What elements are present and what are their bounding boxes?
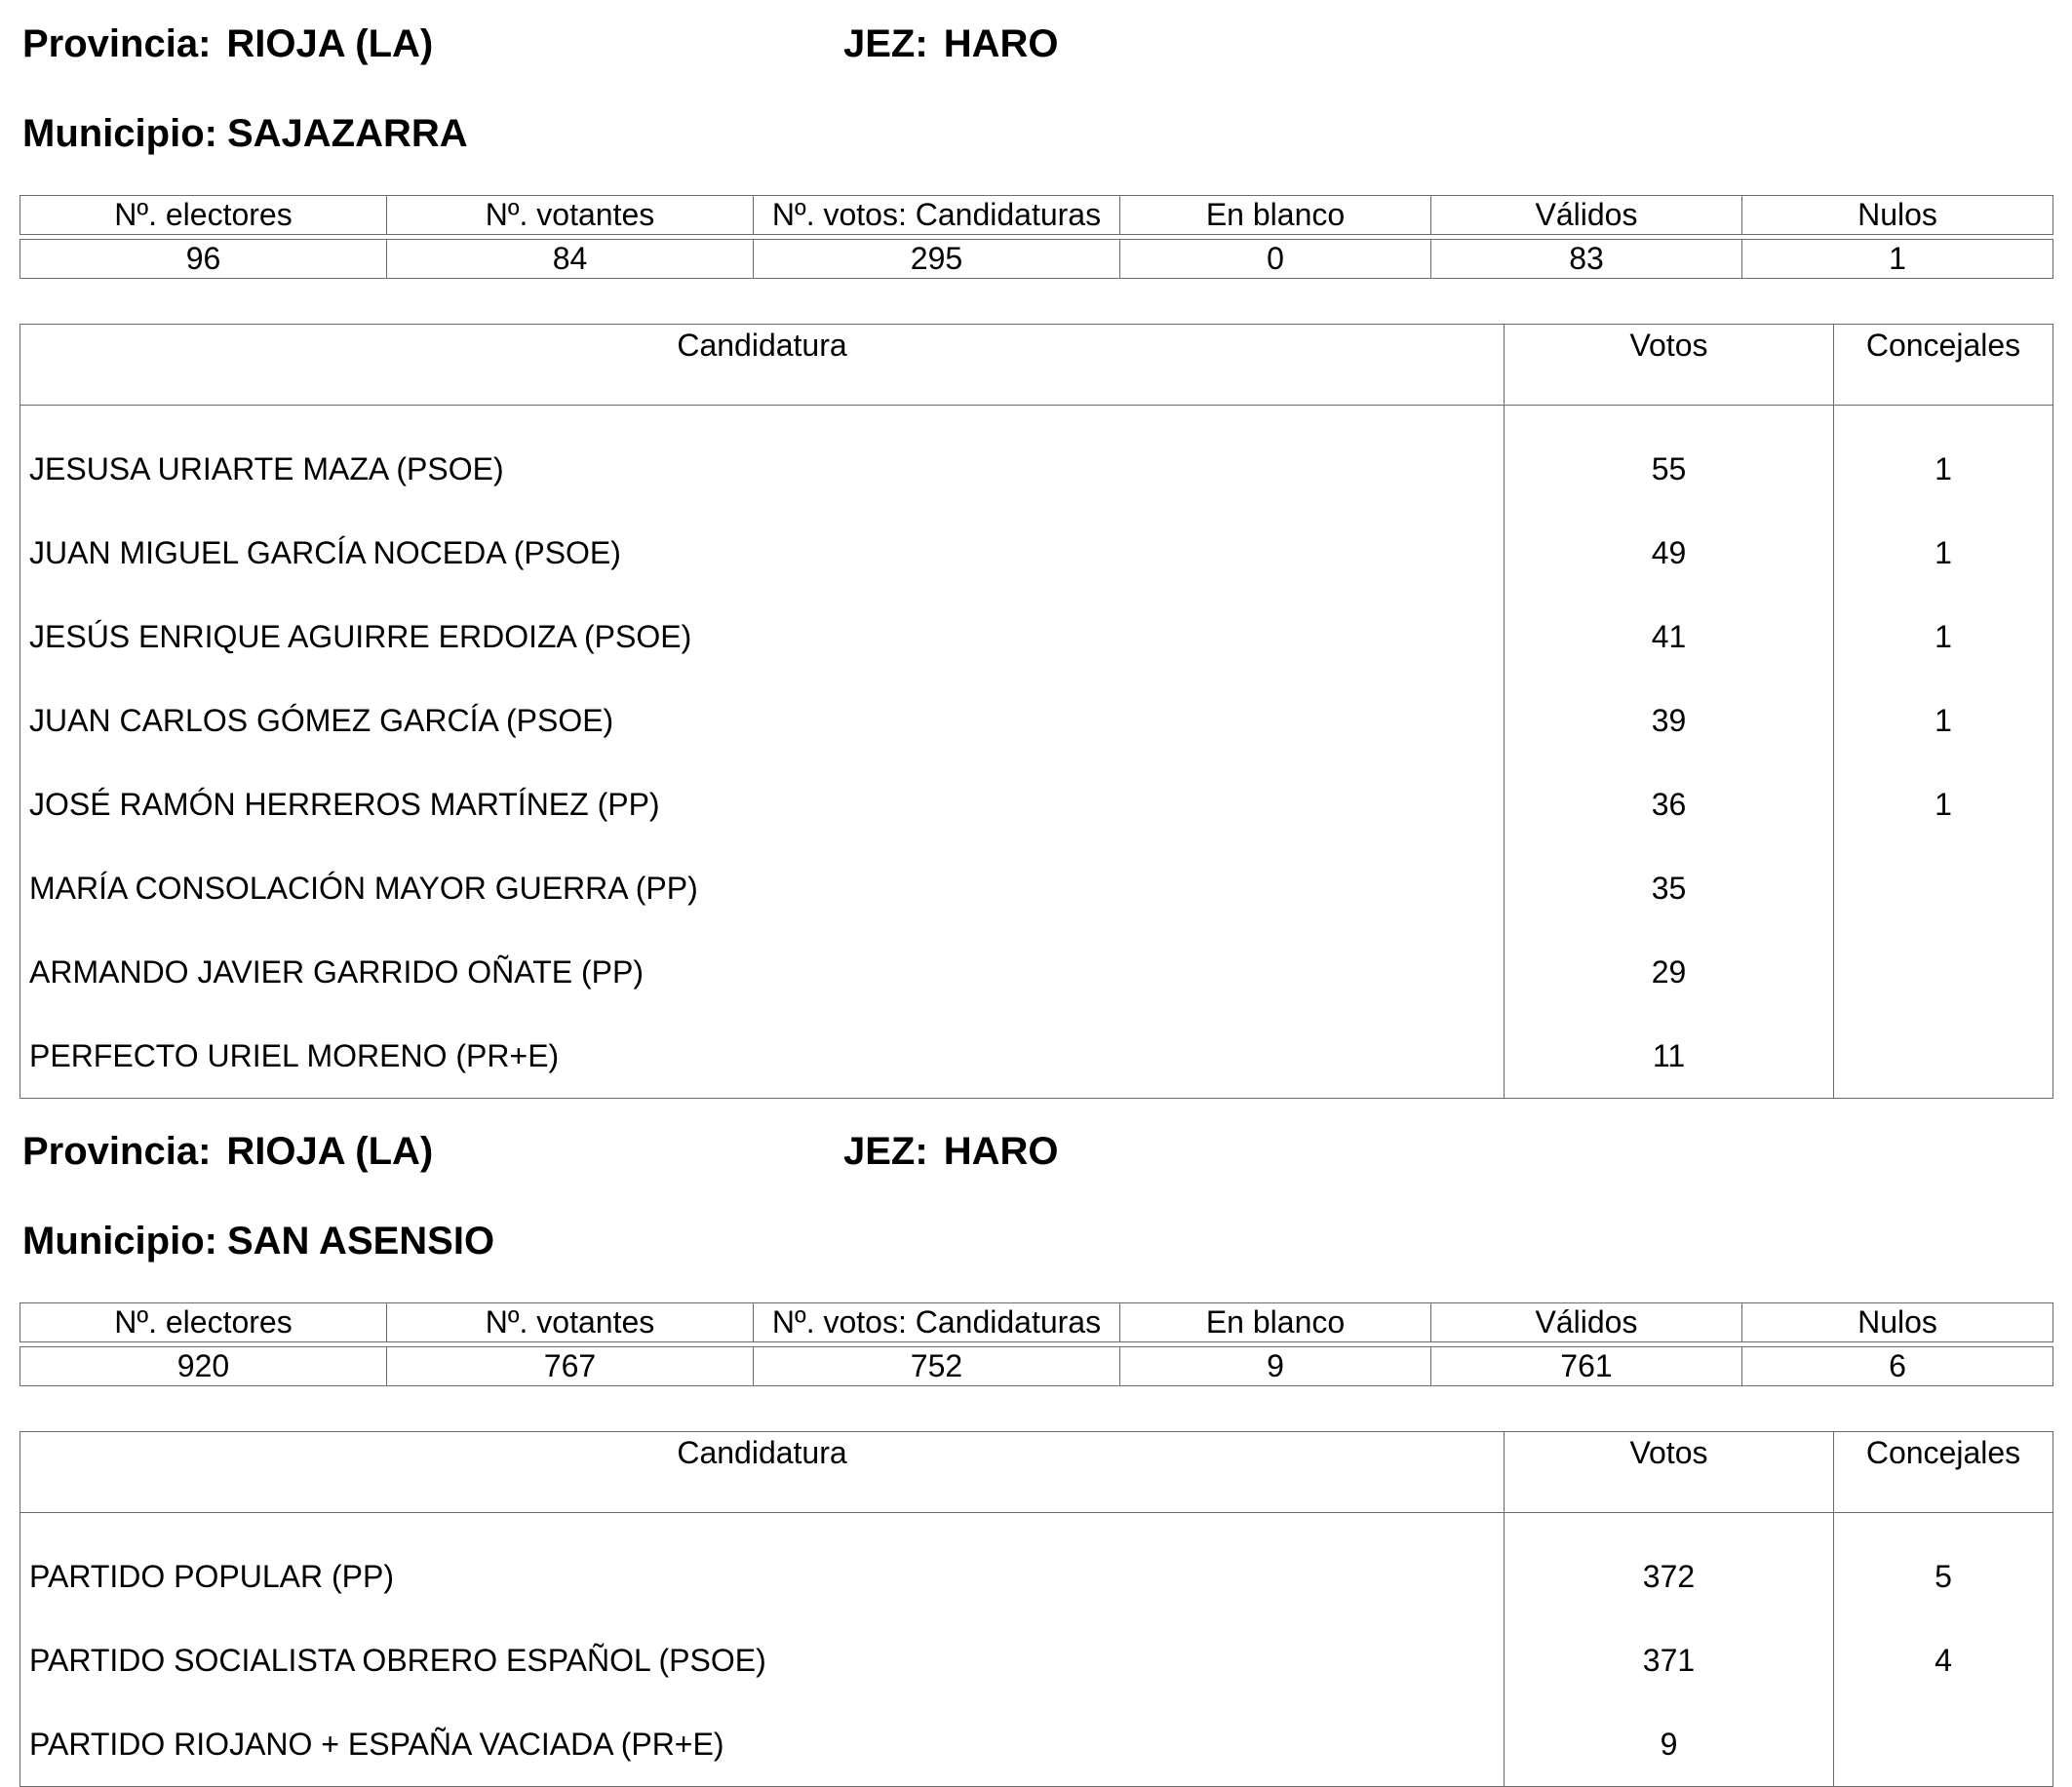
candidate-concejales bbox=[1834, 846, 2053, 930]
municipio-value: SAN ASENSIO bbox=[226, 1220, 495, 1263]
en-blanco-value: 0 bbox=[1120, 240, 1431, 279]
candidate-votos: 55 bbox=[1505, 406, 1834, 512]
candidate-name: JESÚS ENRIQUE AGUIRRE ERDOIZA (PSOE) bbox=[20, 595, 1505, 679]
summary-value-row bbox=[20, 1347, 2053, 1386]
table-row bbox=[20, 1702, 2053, 1787]
votos-header: Votos bbox=[1505, 325, 1834, 406]
municipio-value: SAJAZARRA bbox=[226, 112, 468, 155]
candidate-concejales bbox=[1834, 1702, 2053, 1787]
votos-candidaturas-header: Nº. votos: Candidaturas bbox=[754, 196, 1120, 235]
jez-label: JEZ: bbox=[843, 1130, 928, 1173]
candidate-concejales: 1 bbox=[1834, 595, 2053, 679]
votos-candidaturas-value: 295 bbox=[754, 240, 1120, 279]
summary-value-row bbox=[20, 240, 2053, 279]
jez-value: HARO bbox=[943, 1130, 1059, 1173]
table-row bbox=[20, 1618, 2053, 1702]
candidates-table bbox=[20, 1431, 2053, 1787]
electores-value: 920 bbox=[20, 1347, 387, 1386]
votos-header: Votos bbox=[1505, 1432, 1834, 1513]
provincia-label: Provincia: bbox=[22, 22, 212, 65]
nulos-header: Nulos bbox=[1742, 196, 2053, 235]
candidate-name: JUAN MIGUEL GARCÍA NOCEDA (PSOE) bbox=[20, 511, 1505, 595]
candidate-concejales bbox=[1834, 930, 2053, 1014]
validos-value: 83 bbox=[1431, 240, 1742, 279]
provincia-value: RIOJA (LA) bbox=[226, 22, 434, 65]
candidate-concejales: 4 bbox=[1834, 1618, 2053, 1702]
votantes-header: Nº. votantes bbox=[387, 196, 754, 235]
candidate-votos: 36 bbox=[1505, 762, 1834, 846]
candidate-votos: 35 bbox=[1505, 846, 1834, 930]
candidates-table bbox=[20, 324, 2053, 1099]
candidate-name: ARMANDO JAVIER GARRIDO OÑATE (PP) bbox=[20, 930, 1505, 1014]
nulos-header: Nulos bbox=[1742, 1303, 2053, 1342]
municipio-label: Municipio: bbox=[22, 1220, 217, 1263]
candidate-votos: 29 bbox=[1505, 930, 1834, 1014]
candidate-votos: 39 bbox=[1505, 679, 1834, 762]
summary-table bbox=[20, 1302, 2053, 1386]
votantes-value: 767 bbox=[387, 1347, 754, 1386]
nulos-value: 6 bbox=[1742, 1347, 2053, 1386]
candidates-header-row bbox=[20, 325, 2053, 406]
municipio-heading bbox=[22, 1217, 494, 1265]
candidate-concejales: 1 bbox=[1834, 679, 2053, 762]
votantes-header: Nº. votantes bbox=[387, 1303, 754, 1342]
candidate-name: JESUSA URIARTE MAZA (PSOE) bbox=[20, 406, 1505, 512]
candidate-concejales: 1 bbox=[1834, 511, 2053, 595]
concejales-header: Concejales bbox=[1834, 325, 2053, 406]
electores-header: Nº. electores bbox=[20, 196, 387, 235]
candidate-name: MARÍA CONSOLACIÓN MAYOR GUERRA (PP) bbox=[20, 846, 1505, 930]
validos-header: Válidos bbox=[1431, 1303, 1742, 1342]
candidate-name: PERFECTO URIEL MORENO (PR+E) bbox=[20, 1014, 1505, 1099]
jez-heading bbox=[843, 1127, 1058, 1176]
candidatura-header: Candidatura bbox=[20, 325, 1505, 406]
votos-candidaturas-header: Nº. votos: Candidaturas bbox=[754, 1303, 1120, 1342]
electores-header: Nº. electores bbox=[20, 1303, 387, 1342]
jez-value: HARO bbox=[943, 22, 1059, 65]
validos-value: 761 bbox=[1431, 1347, 1742, 1386]
en-blanco-header: En blanco bbox=[1120, 196, 1431, 235]
candidate-name: JUAN CARLOS GÓMEZ GARCÍA (PSOE) bbox=[20, 679, 1505, 762]
provincia-heading bbox=[22, 19, 433, 68]
en-blanco-value: 9 bbox=[1120, 1347, 1431, 1386]
candidate-concejales bbox=[1834, 1014, 2053, 1099]
candidate-concejales: 5 bbox=[1834, 1513, 2053, 1619]
candidate-votos: 41 bbox=[1505, 595, 1834, 679]
candidate-concejales: 1 bbox=[1834, 406, 2053, 512]
provincia-value: RIOJA (LA) bbox=[226, 1130, 434, 1173]
votantes-value: 84 bbox=[387, 240, 754, 279]
nulos-value: 1 bbox=[1742, 240, 2053, 279]
jez-heading bbox=[843, 19, 1058, 68]
candidate-name: JOSÉ RAMÓN HERREROS MARTÍNEZ (PP) bbox=[20, 762, 1505, 846]
summary-header-row bbox=[20, 196, 2053, 235]
summary-header-row bbox=[20, 1303, 2053, 1342]
table-row bbox=[20, 762, 2053, 846]
table-row bbox=[20, 595, 2053, 679]
table-row bbox=[20, 511, 2053, 595]
candidate-name: PARTIDO RIOJANO + ESPAÑA VACIADA (PR+E) bbox=[20, 1702, 1505, 1787]
table-row bbox=[20, 1513, 2053, 1619]
candidate-votos: 371 bbox=[1505, 1618, 1834, 1702]
candidatura-header: Candidatura bbox=[20, 1432, 1505, 1513]
municipio-label: Municipio: bbox=[22, 112, 217, 155]
candidate-name: PARTIDO POPULAR (PP) bbox=[20, 1513, 1505, 1619]
candidate-votos: 49 bbox=[1505, 511, 1834, 595]
jez-label: JEZ: bbox=[843, 22, 928, 65]
candidate-votos: 372 bbox=[1505, 1513, 1834, 1619]
validos-header: Válidos bbox=[1431, 196, 1742, 235]
candidate-name: PARTIDO SOCIALISTA OBRERO ESPAÑOL (PSOE) bbox=[20, 1618, 1505, 1702]
electores-value: 96 bbox=[20, 240, 387, 279]
table-row bbox=[20, 679, 2053, 762]
provincia-label: Provincia: bbox=[22, 1130, 212, 1173]
candidate-votos: 9 bbox=[1505, 1702, 1834, 1787]
table-row bbox=[20, 846, 2053, 930]
table-row bbox=[20, 406, 2053, 512]
provincia-heading bbox=[22, 1127, 433, 1176]
table-row bbox=[20, 930, 2053, 1014]
votos-candidaturas-value: 752 bbox=[754, 1347, 1120, 1386]
table-row bbox=[20, 1014, 2053, 1099]
candidate-votos: 11 bbox=[1505, 1014, 1834, 1099]
summary-table bbox=[20, 195, 2053, 279]
candidates-header-row bbox=[20, 1432, 2053, 1513]
candidate-concejales: 1 bbox=[1834, 762, 2053, 846]
municipio-heading bbox=[22, 109, 468, 158]
en-blanco-header: En blanco bbox=[1120, 1303, 1431, 1342]
concejales-header: Concejales bbox=[1834, 1432, 2053, 1513]
